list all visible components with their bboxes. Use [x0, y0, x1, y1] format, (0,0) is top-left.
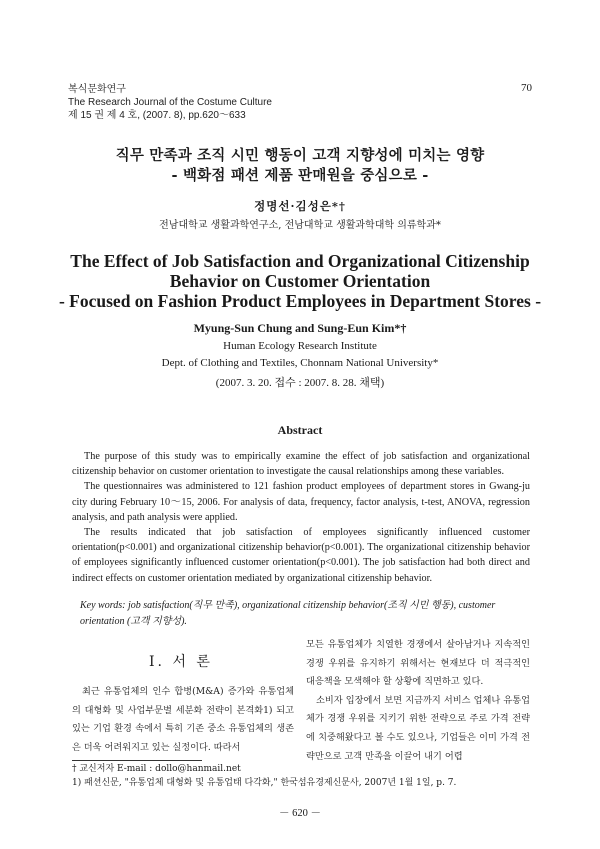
footer-page-number: － 620 － [279, 808, 321, 819]
body-paragraph: 모든 유통업체가 치열한 경쟁에서 살아남거나 지속적인 경쟁 우위를 유지하기 위해서는 현재보다 더 적극적인 대응책을 모색해야 할 상황에 직면하고 있다. [306, 639, 530, 688]
abstract-paragraph-1: The purpose of this study was to empirically examine the effect of job satisfaction and organizational citizenship behavior on customer orientation to investigate the causal relationships among these variables. [72, 451, 530, 478]
body-paragraph: 최근 유통업체의 인수 합병(M&A) 증가와 유통업체의 대형화 및 사업부문별 세분화 전략이 본격화1) 되고 있는 기업 환경 속에서 특히 기존 중소 유통업체의 생존은 더욱 어려워지고 있는 실정이다. 따라서 [72, 686, 294, 753]
english-title-line1: The Effect of Job Satisfaction and Organizational Citizenship [70, 251, 530, 271]
abstract-paragraph-3: The results indicated that job satisfaction of employees significantly influenced customer orientation(p<0.001) and organizational citizenship behavior(p<0.001). The organizational citizenship behavior of employees significantly influenced customer orientation(p<0.001). The job satisfaction had both direct and indirect effects on customer orientation mediated by organizational citizenship behavior. [72, 527, 530, 584]
english-affiliation-1: Human Ecology Research Institute [223, 340, 377, 352]
journal-name-english: The Research Journal of the Costume Culture [68, 97, 272, 108]
english-title-subtitle: - Focused on Fashion Product Employees in Department Stores - [58, 291, 542, 311]
footnotes [72, 762, 542, 790]
korean-affiliation: 전남대학교 생활과학연구소, 전남대학교 생활과학대학 의류학과* [159, 220, 441, 231]
korean-title-subtitle: - 백화점 패션 제품 판매원을 중심으로 - [171, 167, 429, 184]
section-title-introduction: Ⅰ. 서 론 [149, 654, 213, 670]
received-accepted-dates: (2007. 3. 20. 접수 : 2007. 8. 28. 채택) [215, 377, 385, 389]
english-title-line2: Behavior on Customer Orientation [169, 271, 431, 291]
korean-title-line1: 직무 만족과 조직 시민 행동이 고객 지향성에 미치는 영향 [115, 147, 485, 164]
footnote-divider [72, 760, 202, 761]
journal-name-korean: 복식문화연구 [68, 84, 126, 95]
korean-authors: 정명선·김성은*† [254, 199, 346, 213]
english-affiliation-2: Dept. of Clothing and Textiles, Chonnam National University* [161, 357, 439, 369]
footnote-1: 1) 패션신문, "유통업체 대형화 및 유통업태 다각화," 한국섬유경제신문사, 2007년 1월 1일, p. 7. [72, 778, 457, 788]
body-column-left [72, 683, 294, 757]
journal-header [68, 83, 272, 122]
body-column-right [306, 636, 530, 766]
abstract-body [72, 449, 530, 586]
english-authors: Myung-Sun Chung and Sung-Eun Kim*† [193, 321, 407, 335]
body-paragraph: 소비자 입장에서 보면 지금까지 서비스 업체나 유통업체가 경쟁 우위를 지키기 위한 전략으로 주로 가격 전략에 치중해왔다고 볼 수도 있으나, 기업들은 이미 가격 전략만으로 고객 만족을 이끌어 내기 어렵 [306, 694, 530, 762]
footnote-corresponding-author: † 교신저자 E-mail : dollo@hanmail.net [72, 764, 241, 774]
abstract-heading: Abstract [277, 423, 323, 437]
abstract-paragraph-2: The questionnaires was administered to 121 fashion product employees of department stores in Gwang-ju city during February 10～15, 2006. For analysis of data, frequency, factor analysis, t-test, ANOVA, regression analysis, and path analysis were applied. [72, 481, 530, 523]
volume-info: 제 15 권 제 4 호, (2007. 8), pp.620～633 [68, 110, 246, 121]
header-page-number: 70 [521, 82, 532, 94]
keywords: Key words: job satisfaction(직무 만족), organizational citizenship behavior(조직 시민 행동), customer orientation (고객 지향성). [80, 600, 496, 627]
